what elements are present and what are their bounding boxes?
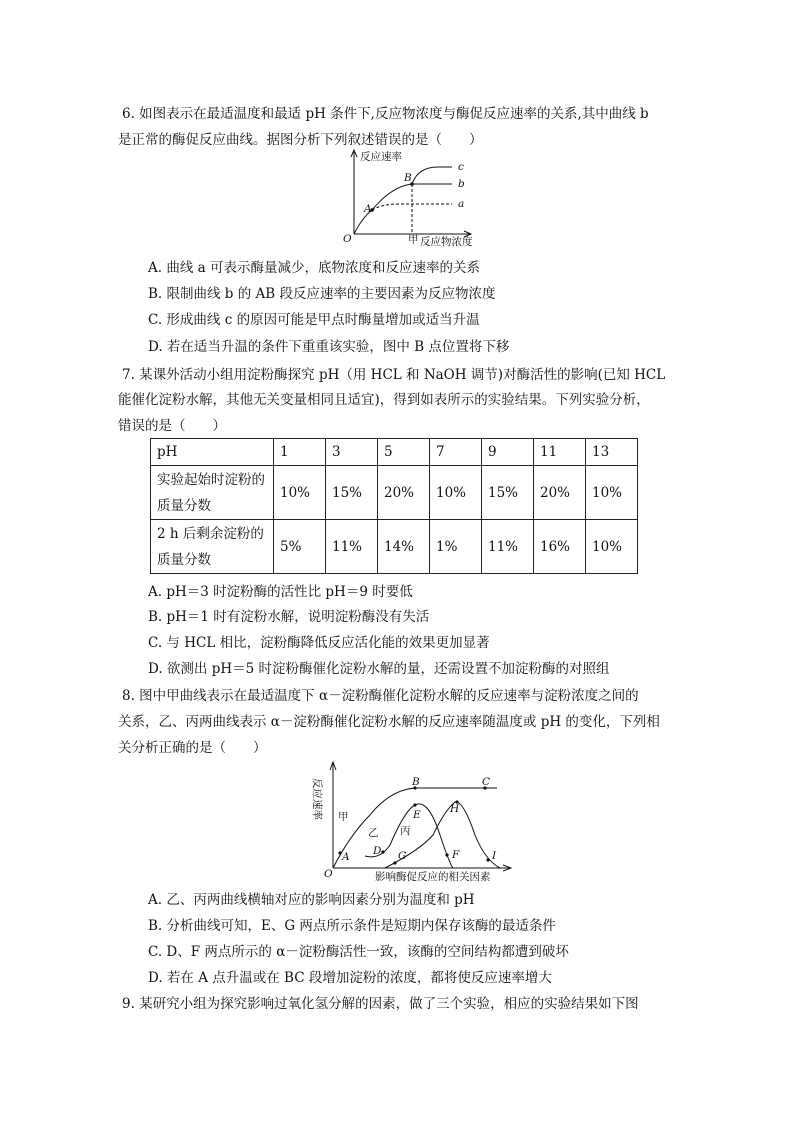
q6-stem-line1: 6. 如图表示在最适温度和最适 pH 条件下,反应物浓度与酶促反应速率的关系,其中曲线 b	[122, 106, 649, 122]
label-I: I	[492, 850, 497, 862]
label-c: c	[458, 161, 464, 173]
label-D: D	[373, 845, 382, 857]
q7-stem-line1: 7. 某课外活动小组用淀粉酶探究 pH（用 HCL 和 NaOH 调节)对酶活性的影响(已知 HCL	[122, 367, 666, 383]
table-cell: 14%	[378, 520, 430, 574]
table-cell: 15%	[482, 466, 534, 520]
label-yi: 乙	[368, 827, 379, 839]
q8-option-c[interactable]: C. D、F 两点所示的 α－淀粉酶活性一致，该酶的空间结构都遭到破坏	[148, 944, 569, 960]
table-cell: 15%	[326, 466, 378, 520]
q7-stem-line2: 能催化淀粉水解，其他无关变量相同且适宜)，得到如表所示的实验结果。下列实验分析，	[118, 392, 650, 408]
q6-figure	[340, 150, 490, 250]
table-cell: 20%	[378, 466, 430, 520]
q6-option-d[interactable]: D. 若在适当升温的条件下重重该实验，图中 B 点位置将下移	[148, 339, 510, 355]
table-cell: 20%	[534, 466, 586, 520]
label-A: A	[364, 203, 372, 215]
header-cell: 11	[534, 439, 586, 466]
q7-option-a[interactable]: A. pH＝3 时淀粉酶的活性比 pH＝9 时要低	[148, 584, 413, 600]
table-cell: 1%	[430, 520, 482, 574]
label-b: b	[458, 178, 465, 190]
curve-c	[412, 167, 452, 184]
q6-option-c[interactable]: C. 形成曲线 c 的原因可能是甲点时酶量增加或适当升温	[148, 312, 480, 328]
q8-stem-line2: 关系，乙、丙两曲线表示 α－淀粉酶催化淀粉水解的反应速率随温度或 pH 的变化，下列相	[118, 714, 660, 730]
label-F: F	[452, 849, 460, 861]
label-C: C	[482, 776, 491, 788]
q8-figure	[300, 760, 530, 885]
origin-label: O	[343, 233, 352, 245]
q6-option-b[interactable]: B. 限制曲线 b 的 AB 段反应速率的主要因素为反应物浓度	[148, 286, 496, 302]
header-cell: pH	[151, 439, 274, 466]
q8-stem-line1: 8. 图中甲曲线表示在最适温度下 α－淀粉酶催化淀粉水解的反应速率与淀粉浓度之间的	[122, 688, 639, 704]
table-cell: 11%	[482, 520, 534, 574]
q6-option-a[interactable]: A. 曲线 a 可表示酶量减少，底物浓度和反应速率的关系	[148, 260, 480, 276]
q8-stem-line3: 关分析正确的是（ ）	[118, 740, 267, 756]
jia-mark: 甲	[408, 234, 419, 246]
label-B: B	[412, 776, 420, 788]
header-cell: 9	[482, 439, 534, 466]
table-row	[151, 520, 638, 574]
y-axis-label: 反应速率	[360, 151, 402, 163]
row-label: 2 h 后剩余淀粉的质量分数	[151, 520, 274, 574]
header-cell: 1	[274, 439, 326, 466]
label-E: E	[413, 809, 421, 821]
q8-option-a[interactable]: A. 乙、丙两曲线横轴对应的影响因素分别为温度和 pH	[148, 892, 475, 908]
table-cell: 10%	[586, 520, 638, 574]
label-B: B	[404, 172, 412, 184]
x-axis-label: 反应物浓度	[420, 236, 473, 248]
table-cell: 10%	[274, 466, 326, 520]
q7-option-d[interactable]: D. 欲测出 pH＝5 时淀粉酶催化淀粉水解的量，还需设置不加淀粉酶的对照组	[148, 661, 610, 677]
table-cell: 11%	[326, 520, 378, 574]
header-cell: 7	[430, 439, 482, 466]
table-cell: 5%	[274, 520, 326, 574]
header-cell: 5	[378, 439, 430, 466]
header-cell: 3	[326, 439, 378, 466]
label-jia: 甲	[338, 811, 349, 823]
q6-stem-line2: 是正常的酶促反应曲线。据图分析下列叙述错误的是（ ）	[118, 132, 483, 148]
y-axis-label: 反应速率	[311, 778, 323, 820]
q8-option-b[interactable]: B. 分析曲线可知，E、G 两点所示条件是短期内保存该酶的最适条件	[148, 918, 556, 934]
label-H: H	[450, 803, 460, 815]
q9-stem-line1: 9. 某研究小组为探究影响过氧化氢分解的因素，做了三个实验，相应的实验结果如下图	[122, 996, 639, 1012]
q8-option-d[interactable]: D. 若在 A 点升温或在 BC 段增加淀粉的浓度，都将使反应速率增大	[148, 970, 552, 986]
table-row	[151, 466, 638, 520]
label-bing: 丙	[400, 825, 411, 837]
x-axis-label: 影响酶促反应的相关因素	[375, 871, 491, 883]
label-G: G	[398, 850, 407, 862]
label-a: a	[458, 198, 465, 210]
q7-option-b[interactable]: B. pH＝1 时有淀粉水解，说明淀粉酶没有失活	[148, 609, 430, 625]
q7-results-table	[150, 438, 638, 574]
table-header-row	[151, 439, 638, 466]
label-A: A	[342, 851, 350, 863]
table-cell: 16%	[534, 520, 586, 574]
q7-option-c[interactable]: C. 与 HCL 相比，淀粉酶降低反应活化能的效果更加显著	[148, 635, 490, 651]
table-cell: 10%	[430, 466, 482, 520]
origin-label: O	[324, 868, 333, 880]
header-cell: 13	[586, 439, 638, 466]
row-label: 实验起始时淀粉的质量分数	[151, 466, 274, 520]
q7-stem-line3: 错误的是（ ）	[118, 418, 226, 434]
table-cell: 10%	[586, 466, 638, 520]
